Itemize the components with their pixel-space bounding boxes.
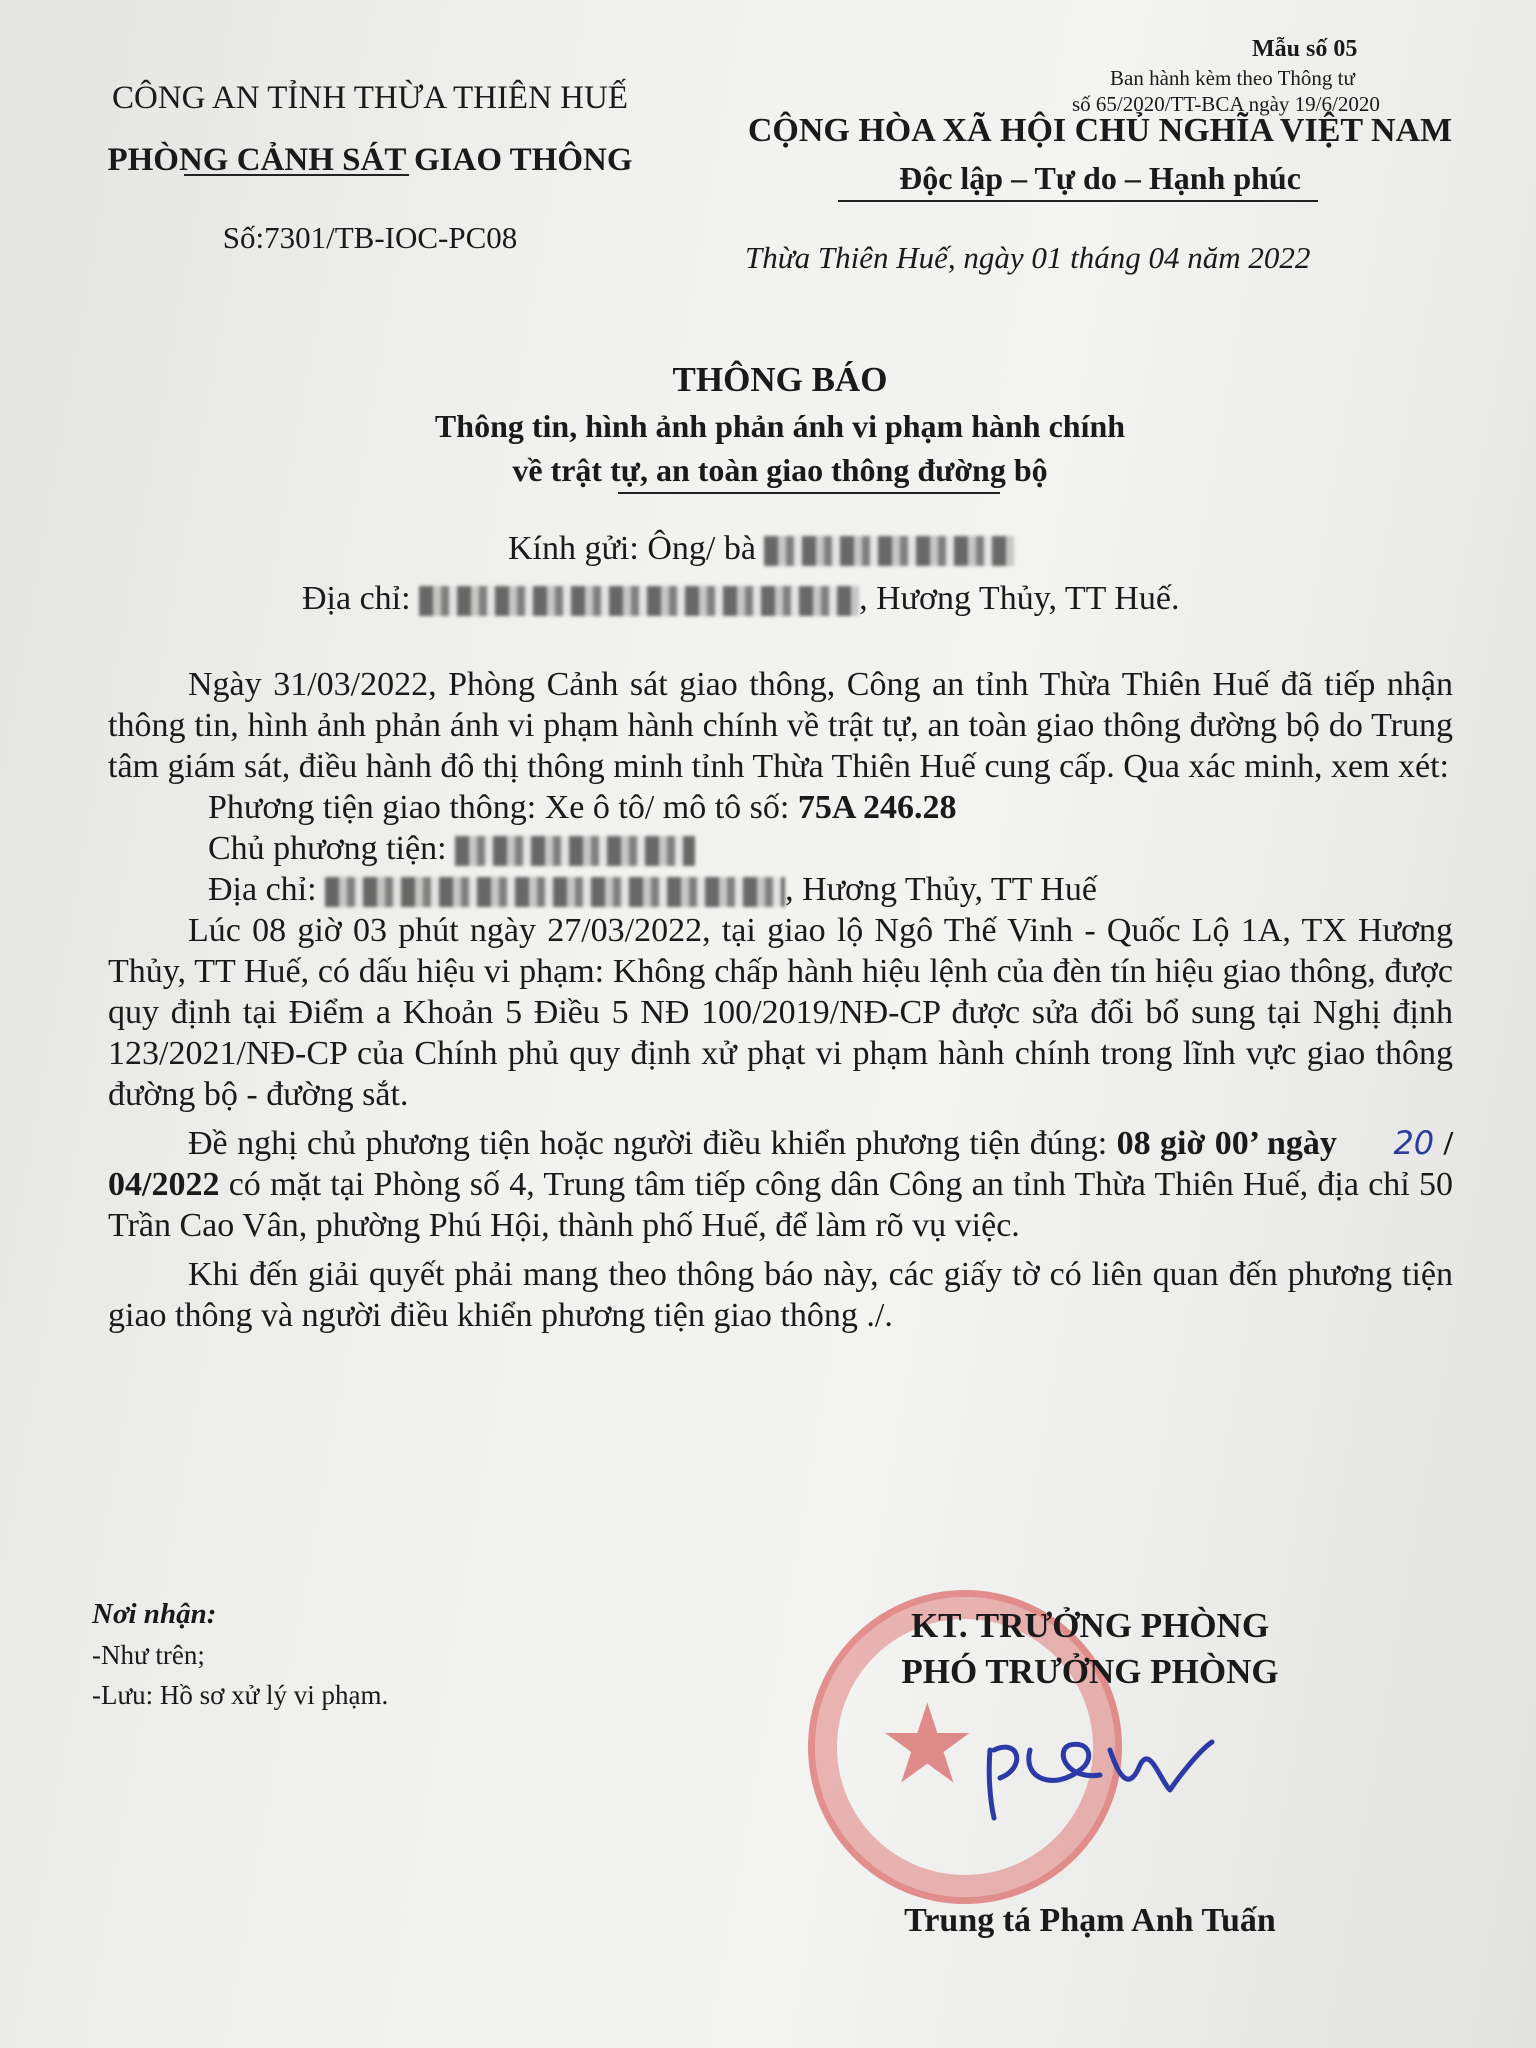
paragraph-summons (108, 1123, 1453, 1246)
place-date: Thừa Thiên Huế, ngày 01 tháng 04 năm 2022 (745, 240, 1311, 275)
license-plate: 75A 246.28 (797, 789, 957, 826)
owner-address-tail: , Hương Thủy, TT Huế (785, 871, 1097, 908)
summons-text-b: có mặt tại Phòng số 4, Trung tâm tiếp công dân Công an tỉnh Thừa Thiên Huế, địa chỉ 50 Trần Cao Vân, phường Phú Hội, thành phố Huế, để làm rõ vụ việc. (108, 1166, 1454, 1244)
agency-parent: CÔNG AN TỈNH THỪA THIÊN HUẾ (111, 80, 628, 116)
paragraph-received: Ngày 31/03/2022, Phòng Cảnh sát giao thông, Công an tỉnh Thừa Thiên Huế đã tiếp nhận thông tin, hình ảnh phản ánh vi phạm hành chính về trật tự, an toàn giao thông đường bộ do Trung tâm giám sát, điều hành đô thị thông minh tỉnh Thừa Thiên Huế cung cấp. Qua xác minh, xem xét: (108, 666, 1453, 785)
recipient-address-label: Địa chỉ: (302, 580, 411, 617)
summons-month: / 04/2022 (108, 1125, 1454, 1203)
notice-subtitle-line2: về trật tự, an toàn giao thông đường bộ (512, 452, 1048, 488)
distribution-title: Nơi nhận: (92, 1598, 217, 1630)
agency-underline (184, 174, 409, 176)
distribution-item: -Như trên; (92, 1640, 205, 1670)
motto-underline (838, 200, 1318, 202)
signer-name: Trung tá Phạm Anh Tuấn (904, 1902, 1276, 1939)
handwritten-day: 20 (1393, 1124, 1435, 1162)
owner-address-label: Địa chỉ: (208, 871, 317, 908)
redacted-owner (455, 836, 695, 866)
owner-label: Chủ phương tiện: (208, 830, 447, 867)
redacted-owner-address (325, 877, 785, 907)
paragraph-violation: Lúc 08 giờ 03 phút ngày 27/03/2022, tại giao lộ Ngô Thế Vinh - Quốc Lộ 1A, TX Hương Thủy, TT Huế, có dấu hiệu vi phạm: Không chấp hành hiệu lệnh của đèn tín hiệu giao thông, được quy định tại Điểm a Khoản 5 Điều 5 NĐ 100/2019/NĐ-CP được sửa đổi bổ sung tại Nghị định 123/2021/NĐ-CP của Chính phủ quy định xử phạt vi phạm hành chính trong lĩnh vực giao thông đường bộ - đường sắt. (108, 912, 1453, 1113)
form-ref-line1: Ban hành kèm theo Thông tư (1110, 66, 1355, 90)
body-text (108, 664, 1453, 1336)
recipient-greeting: Kính gửi: Ông/ bà (508, 530, 756, 567)
seal-star-icon: ★ (878, 1684, 977, 1806)
vehicle-line (108, 787, 1453, 828)
signer-title-line1: KT. TRƯỞNG PHÒNG (910, 1606, 1270, 1645)
handwritten-signature (960, 1720, 1230, 1830)
summons-text-a: Đề nghị chủ phương tiện hoặc người điều khiển phương tiện đúng: (188, 1125, 1108, 1162)
recipient-address-line (302, 580, 1179, 618)
national-motto: Độc lập – Tự do – Hạnh phúc (899, 160, 1301, 196)
notice-subtitle-line1: Thông tin, hình ảnh phản ánh vi phạm hành chính (434, 408, 1126, 444)
redacted-address (419, 586, 859, 616)
document-number: Số:7301/TB-IOC-PC08 (222, 220, 518, 255)
title-underline (618, 492, 1000, 494)
redacted-name (764, 536, 1014, 566)
recipient-address-tail: , Hương Thủy, TT Huế. (859, 580, 1180, 617)
owner-address-line (108, 869, 1453, 910)
notice-title: THÔNG BÁO (672, 360, 888, 399)
owner-line (108, 828, 1453, 869)
vehicle-label: Phương tiện giao thông: Xe ô tô/ mô tô số: (208, 789, 790, 826)
agency-department: PHÒNG CẢNH SÁT GIAO THÔNG (107, 142, 633, 178)
paragraph-documents: Khi đến giải quyết phải mang theo thông báo này, các giấy tờ có liên quan đến phương tiện giao thông và người điều khiển phương tiện giao thông ./. (108, 1256, 1453, 1334)
national-title: CỘNG HÒA XÃ HỘI CHỦ NGHĨA VIỆT NAM (747, 112, 1453, 149)
form-ref-line2: số 65/2020/TT-BCA ngày 19/6/2020 (1072, 92, 1380, 116)
signer-title-line2: PHÓ TRƯỞNG PHÒNG (901, 1652, 1279, 1691)
summons-time: 08 giờ 00’ ngày (1116, 1125, 1337, 1162)
distribution-item: -Lưu: Hồ sơ xử lý vi phạm. (92, 1680, 389, 1710)
recipient-line (508, 530, 1014, 568)
form-code: Mẫu số 05 (1252, 36, 1358, 62)
